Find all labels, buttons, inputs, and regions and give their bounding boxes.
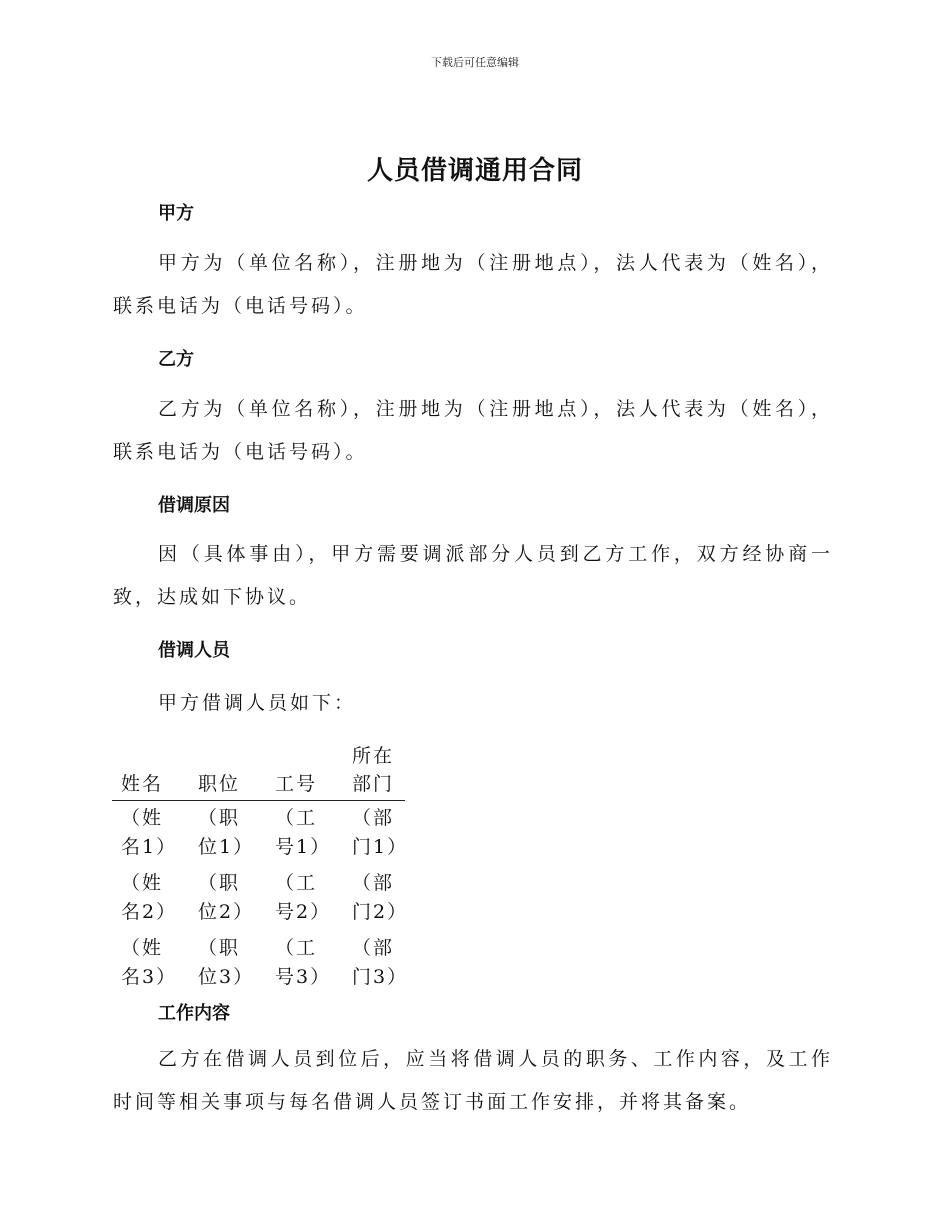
table-header-cell: 职位 <box>189 738 266 801</box>
table-header-cell: 所在部门 <box>343 738 405 801</box>
table-cell: （工号3） <box>275 937 332 988</box>
table-cell: （姓名2） <box>121 872 178 923</box>
table-cell: （部门2） <box>352 872 409 923</box>
paragraph-work-content: 乙方在借调人员到位后，应当将借调人员的职务、工作内容，及工作时间等相关事项与每名借调人员签订书面工作安排，并将其备案。 <box>113 1048 833 1113</box>
table-cell: （姓名3） <box>121 937 178 988</box>
paragraph-party-a: 甲方为（单位名称），注册地为（注册地点），法人代表为（姓名），联系电话为（电话号码）。 <box>113 252 833 317</box>
table-cell: （部门1） <box>352 807 409 858</box>
table-row <box>112 931 405 996</box>
section-heading-party-a: 甲方 <box>158 203 194 224</box>
section-heading-personnel: 借调人员 <box>158 640 230 661</box>
paragraph-party-b: 乙方为（单位名称），注册地为（注册地点），法人代表为（姓名），联系电话为（电话号码）。 <box>113 398 833 463</box>
table-cell: （职位1） <box>198 807 255 858</box>
table-cell: （职位2） <box>198 872 255 923</box>
header-note: 下载后可任意编辑 <box>431 56 519 69</box>
table-cell: （姓名1） <box>121 807 178 858</box>
table-header-cell: 姓名 <box>112 738 189 801</box>
table-header-row <box>112 738 405 801</box>
table-header-cell: 工号 <box>266 738 343 801</box>
table-cell: （工号1） <box>275 807 332 858</box>
document-title: 人员借调通用合同 <box>366 156 583 186</box>
section-heading-work-content: 工作内容 <box>158 1003 230 1024</box>
personnel-table <box>112 738 409 996</box>
table-cell: （工号2） <box>275 872 332 923</box>
paragraph-personnel-intro: 甲方借调人员如下： <box>158 692 357 714</box>
table-cell: （部门3） <box>352 937 409 988</box>
section-heading-reason: 借调原因 <box>158 495 230 516</box>
paragraph-reason: 因（具体事由），甲方需要调派部分人员到乙方工作，双方经协商一致，达成如下协议。 <box>113 543 833 608</box>
table-row <box>112 801 405 867</box>
table-cell: （职位3） <box>198 937 255 988</box>
table-row <box>112 866 405 931</box>
section-heading-party-b: 乙方 <box>158 349 194 370</box>
